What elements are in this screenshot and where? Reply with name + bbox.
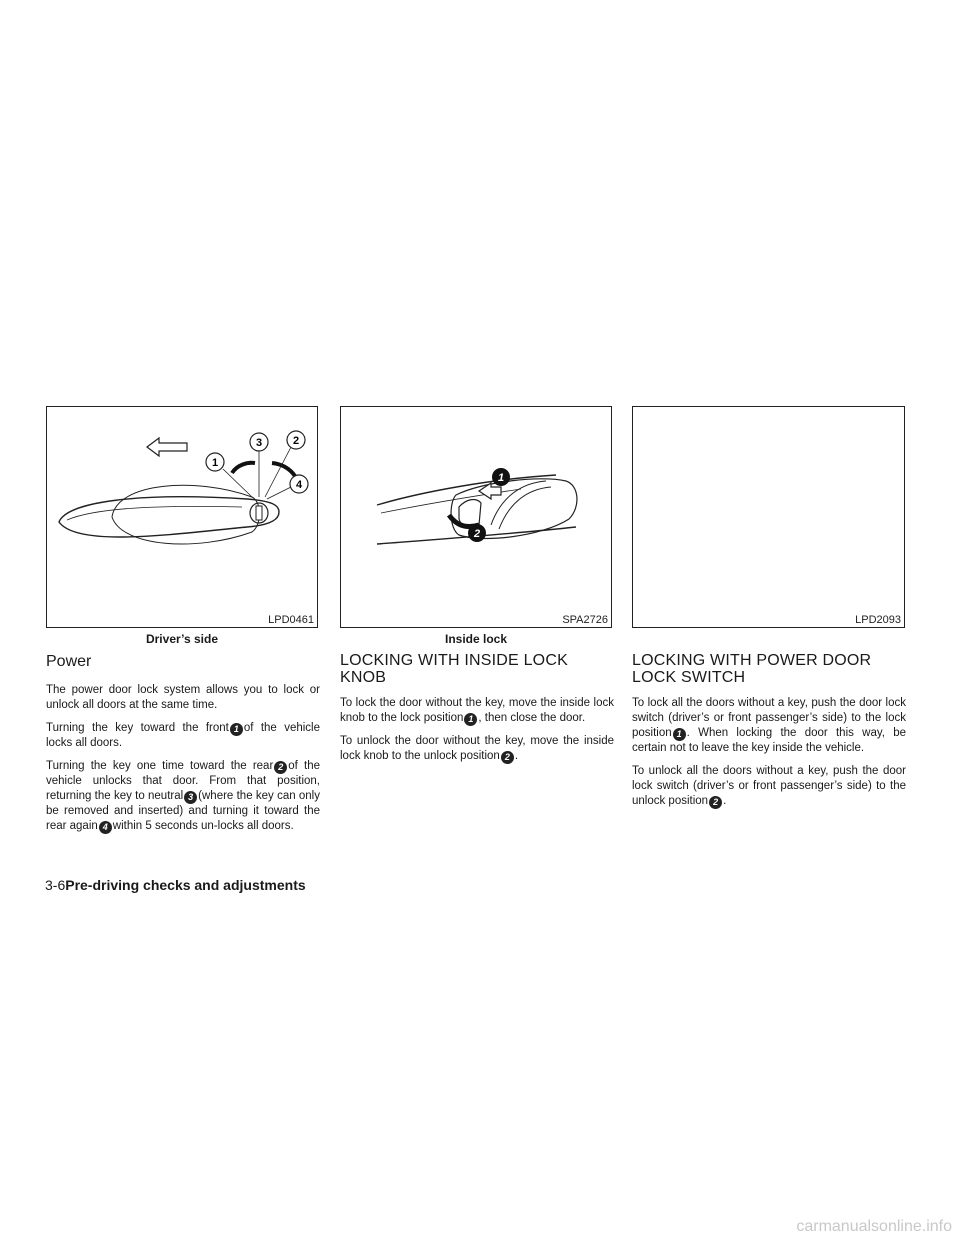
marker-2: 2: [501, 751, 514, 764]
marker-2: 2: [709, 796, 722, 809]
figure-power-lock-switch: [632, 406, 905, 628]
column-inside-lock: [340, 644, 614, 772]
door-handle-illustration: [47, 407, 317, 627]
section-heading: Power: [46, 653, 92, 670]
figure-code: SPA2726: [562, 614, 608, 626]
callout-2: 2: [473, 528, 481, 540]
figure-inside-lock: [340, 406, 612, 628]
paragraph: To unlock the door without the key, move the inside lock knob to the unlock position 2 .: [340, 735, 614, 762]
section-title: Pre-driving checks and adjustments: [65, 877, 306, 893]
figure-caption: Driver’s side: [145, 632, 219, 646]
paragraph: To unlock all the doors without a key, push the door lock switch (driver’s or front passenger’s side) to the unlock position 2 .: [632, 765, 906, 807]
watermark: carmanualsonline.info: [796, 1218, 952, 1235]
callout-1: 1: [211, 457, 219, 469]
section-heading: LOCKING WITH POWER DOOR LOCK SWITCH: [632, 652, 872, 686]
callout-4: 4: [295, 479, 303, 491]
marker-3: 3: [184, 791, 197, 804]
figure-drivers-side: [46, 406, 318, 628]
arrow-1-icon: [232, 463, 255, 473]
page-footer: [45, 877, 306, 893]
paragraph: Turning the key one time toward the rear 2 of the vehicle unlocks that door. From that position, returning the key to neutral 3 (where the key can only be removed and inserted) and turning it toward the rear again 4 within 5 seconds un-locks all doors.: [46, 760, 320, 832]
marker-4: 4: [99, 821, 112, 834]
marker-1: 1: [464, 713, 477, 726]
paragraph: Turning the key toward the front 1 of the vehicle locks all doors.: [46, 722, 320, 749]
paragraph: The power door lock system allows you to lock or unlock all doors at the same time.: [46, 684, 320, 711]
callout-2: 2: [292, 435, 300, 447]
figure-code: LPD0461: [268, 614, 314, 626]
figure-caption: Inside lock: [444, 632, 508, 646]
figure-code: LPD2093: [855, 614, 901, 626]
marker-1: 1: [230, 723, 243, 736]
section-heading: LOCKING WITH INSIDE LOCK KNOB: [340, 652, 568, 686]
column-power-switch: [632, 644, 906, 817]
callout-3: 3: [255, 437, 263, 449]
marker-1: 1: [673, 728, 686, 741]
callout-1: 1: [497, 472, 505, 484]
arrow-2-icon: [272, 463, 295, 476]
inside-lock-illustration: [341, 407, 611, 627]
page-number: 3-6: [45, 877, 66, 893]
marker-2: 2: [274, 761, 287, 774]
front-arrow-icon: [147, 438, 187, 456]
paragraph: To lock all the doors without a key, push the door lock switch (driver’s or front passenger’s side) to the lock position 1 . When locking the door this way, be certain not to leave the key inside the vehicle.: [632, 697, 906, 754]
column-power: [46, 644, 320, 842]
paragraph: To lock the door without the key, move the inside lock knob to the lock position 1 , then close the door.: [340, 697, 614, 724]
